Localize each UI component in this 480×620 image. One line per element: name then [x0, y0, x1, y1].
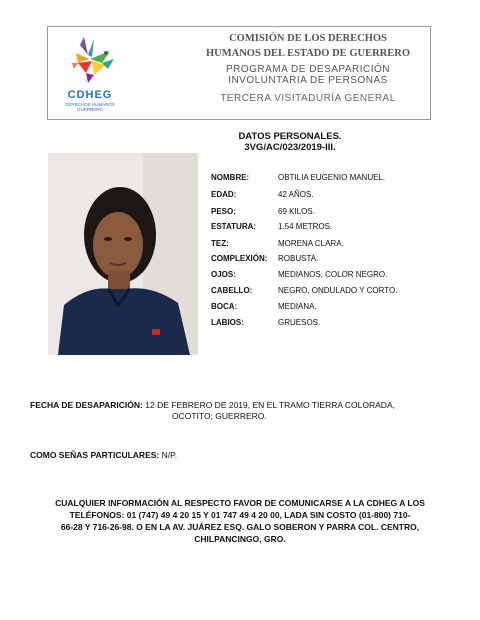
header-box [47, 26, 431, 120]
cdheg-logo [58, 33, 122, 113]
field-value-complexion-tone: MORENA CLARA. [278, 239, 344, 248]
marks-label: COMO SEÑAS PARTICULARES: [30, 450, 160, 460]
marks-value: N/P. [161, 450, 178, 460]
field-label-name: NOMBRE: [211, 173, 250, 182]
field-value-name: OBTILIA EUGENIO MANUEL. [278, 173, 386, 182]
disappearance-value-line2: OCOTITO; GUERRERO. [172, 411, 267, 421]
field-value-hair: NEGRO, ONDULADO Y CORTO. [278, 286, 398, 295]
section-title: DATOS PERSONALES. [238, 131, 342, 142]
contact-line2: TELÉFONOS: 01 (747) 49 4 20 15 Y 01 747 49 4 20 00, LADA SIN COSTO (01-800) 710- [69, 510, 411, 520]
office-name: TERCERA VISITADURÍA GENERAL [220, 93, 396, 104]
field-label-age: EDAD: [211, 190, 237, 199]
distinguishing-marks [30, 450, 177, 460]
logo-subtext: DERECHOS HUMANOS GUERRERO [65, 102, 115, 112]
disappearance-value-line1: 12 DE FEBRERO DE 2019, EN EL TRAMO TIERRA COLORADA, [145, 400, 395, 410]
logo-text: CDHEG [67, 89, 113, 101]
disappearance-label: FECHA DE DESAPARICIÓN: [30, 400, 143, 410]
field-label-lips: LABIOS: [211, 318, 244, 327]
dove-icon [58, 33, 122, 89]
org-name-line1: COMISIÓN DE LOS DERECHOS [229, 33, 387, 44]
field-label-mouth: BOCA: [211, 302, 238, 311]
field-value-eyes: MEDIANOS, COLOR NEGRO. [278, 270, 388, 279]
field-label-hair: CABELLO: [211, 286, 253, 295]
person-photo [48, 153, 198, 355]
disappearance-date [30, 399, 410, 411]
field-label-weight: PESO: [211, 207, 236, 216]
case-code: 3VG/AC/023/2019-III. [244, 142, 336, 153]
field-value-lips: GRUESOS. [278, 318, 321, 327]
field-label-height: ESTATURA: [211, 222, 257, 231]
contact-line1: CUALQUIER INFORMACIÓN AL RESPECTO FAVOR DE COMUNICARSE A LA CDHEG A LOS [55, 498, 425, 508]
org-name-line2: HUMANOS DEL ESTADO DE GUERRERO [205, 48, 410, 59]
field-value-age: 42 AÑOS. [278, 190, 314, 199]
field-value-mouth: MEDIANA. [278, 302, 317, 311]
contact-line3: 66-28 Y 716-26-98. O EN LA AV. JUÁREZ ESQ. GALO SOBERON Y PARRA COL. CENTRO, [60, 522, 420, 532]
field-label-complexion-tone: TEZ: [211, 239, 229, 248]
contact-info [30, 497, 450, 545]
contact-line4: CHILPANCINGO, GRO. [194, 534, 286, 544]
field-value-build: ROBUSTA. [278, 254, 319, 263]
field-label-build: COMPLEXIÓN: [211, 254, 268, 263]
program-line2: INVOLUNTARIA DE PERSONAS [228, 75, 388, 86]
field-value-weight: 69 KILOS. [278, 207, 315, 216]
program-line1: PROGRAMA DE DESAPARICIÓN [225, 64, 391, 75]
field-label-eyes: OJOS: [211, 270, 236, 279]
field-value-height: 1.54 METROS. [278, 222, 333, 231]
